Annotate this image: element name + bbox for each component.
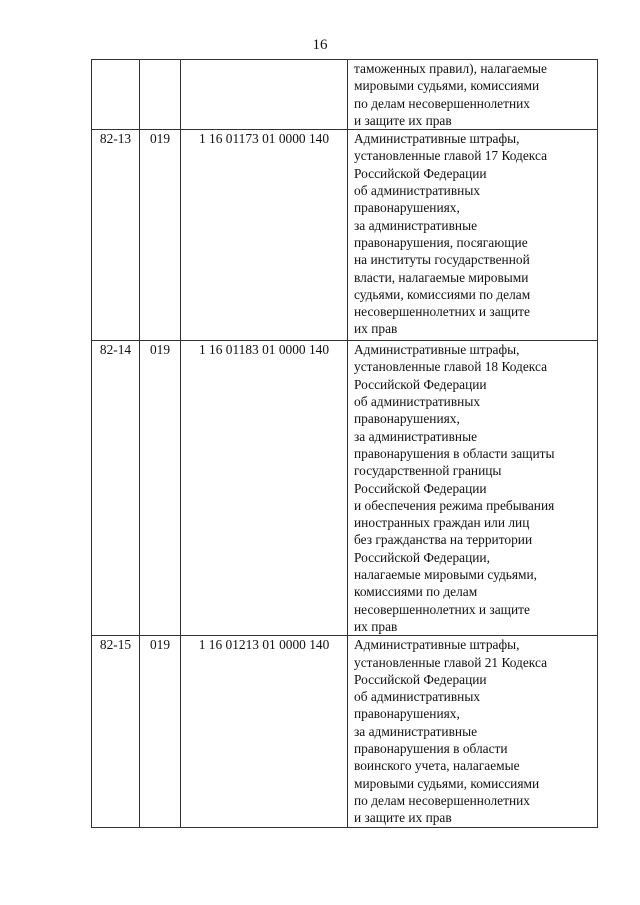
description-line: правонарушениях, <box>354 411 460 427</box>
description-line: Административные штрафы, <box>354 131 520 147</box>
description-line: по делам несовершеннолетних <box>354 95 530 111</box>
budget-code-cell <box>181 60 348 130</box>
description-line: Административные штрафы, <box>354 342 520 358</box>
row-number-cell <box>92 60 140 130</box>
description-line: мировыми судьями, комиссиями <box>354 78 540 94</box>
description-line: установленные главой 17 Кодекса <box>354 148 548 164</box>
table-row <box>92 130 598 341</box>
description-line: Российской Федерации <box>354 671 487 687</box>
description-line: об административных <box>354 394 481 410</box>
description-line: правонарушения в области защиты <box>354 445 555 461</box>
description-line: и защите их прав <box>354 112 452 128</box>
description-line: Российской Федерации <box>354 165 487 181</box>
description-line: несовершеннолетних и защите <box>354 601 530 617</box>
description-line: налагаемые мировыми судьями, <box>354 567 538 583</box>
description-line: комиссиями по делам <box>354 584 478 600</box>
description-line: за административные <box>354 428 478 444</box>
description-line: государственной границы <box>354 463 502 479</box>
description-line: таможенных правил), налагаемые <box>354 61 547 76</box>
description-line: иностранных граждан или лиц <box>354 515 530 531</box>
description-line: власти, налагаемые мировыми <box>354 269 529 285</box>
description-line: без гражданства на территории <box>354 532 533 548</box>
description-line: мировыми судьями, комиссиями <box>354 775 540 791</box>
budget-code-cell: 1 16 01183 01 0000 140 <box>181 341 348 636</box>
budget-code-cell: 1 16 01213 01 0000 140 <box>181 636 348 828</box>
table-row <box>92 341 598 636</box>
description-line: их прав <box>354 321 398 337</box>
description-line: Российской Федерации <box>354 480 487 496</box>
description-line: об административных <box>354 689 481 705</box>
row-number-cell: 82-13 <box>92 130 140 341</box>
description-line: за административные <box>354 723 478 739</box>
description-line: по делам несовершеннолетних <box>354 792 530 808</box>
description-cell <box>348 130 598 341</box>
description-cell <box>348 60 598 130</box>
admin-code-cell: 019 <box>140 636 181 828</box>
description-line: за административные <box>354 217 478 233</box>
description-cell <box>348 341 598 636</box>
description-cell <box>348 636 598 828</box>
budget-code-cell: 1 16 01173 01 0000 140 <box>181 130 348 341</box>
budget-classification-table <box>91 59 598 828</box>
table-row <box>92 60 598 130</box>
admin-code-cell: 019 <box>140 341 181 636</box>
page-number: 16 <box>312 37 328 53</box>
description-line: правонарушения, посягающие <box>354 234 528 250</box>
description-line: воинского учета, налагаемые <box>354 758 520 774</box>
description-line: несовершеннолетних и защите <box>354 304 530 320</box>
admin-code-cell: 019 <box>140 130 181 341</box>
description-line: Российской Федерации, <box>354 549 490 565</box>
description-line: и обеспечения режима пребывания <box>354 497 555 513</box>
table-row <box>92 636 598 828</box>
description-line: об административных <box>354 183 481 199</box>
description-line: установленные главой 18 Кодекса <box>354 359 548 375</box>
description-line: правонарушения в области <box>354 741 508 757</box>
row-number-cell: 82-15 <box>92 636 140 828</box>
description-line: правонарушениях, <box>354 706 460 722</box>
description-line: установленные главой 21 Кодекса <box>354 654 548 670</box>
description-line: судьями, комиссиями по делам <box>354 286 531 302</box>
description-line: на институты государственной <box>354 252 530 268</box>
description-line: и защите их прав <box>354 810 452 826</box>
description-line: правонарушениях, <box>354 200 460 216</box>
description-line: Административные штрафы, <box>354 637 520 653</box>
admin-code-cell <box>140 60 181 130</box>
description-line: Российской Федерации <box>354 376 487 392</box>
description-line: их прав <box>354 618 398 634</box>
row-number-cell: 82-14 <box>92 341 140 636</box>
